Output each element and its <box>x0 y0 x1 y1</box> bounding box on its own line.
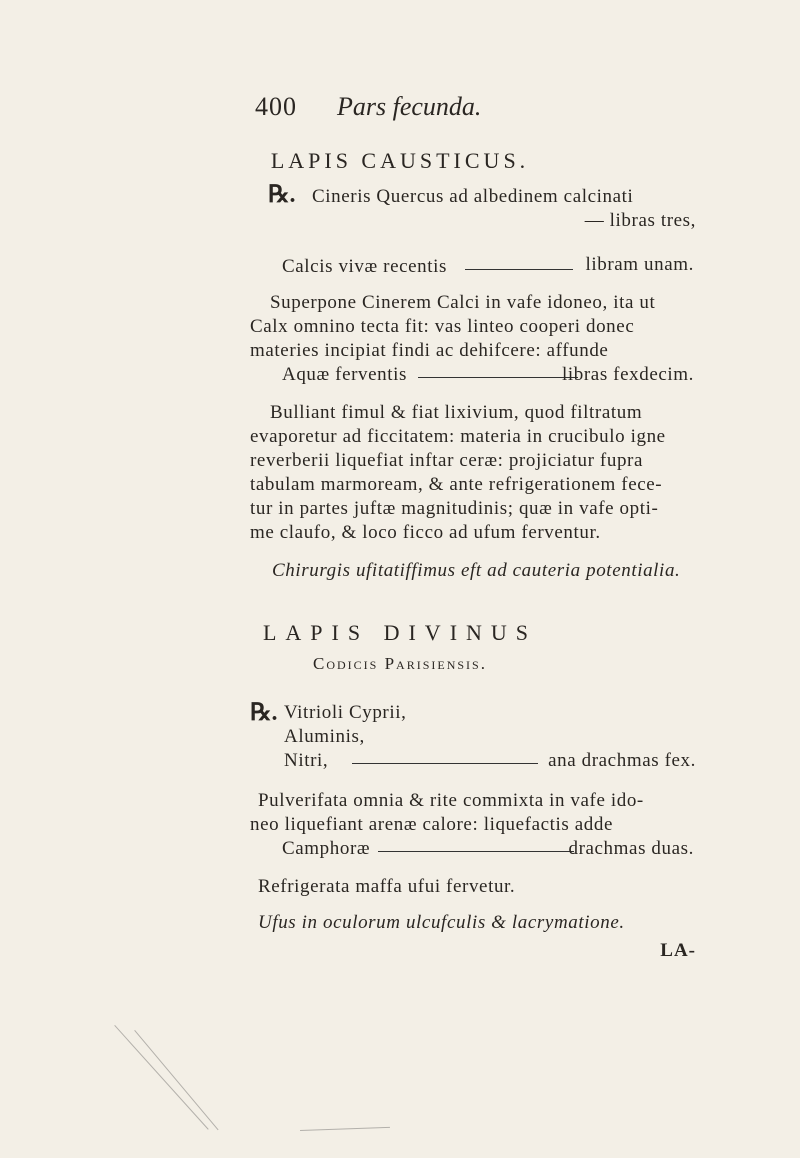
ingredient-amount: ana drachmas fex. <box>548 750 696 771</box>
paragraph-line: me claufo, & loco ficco ad ufum ferventur. <box>250 522 601 543</box>
ingredient-line: Aquæ ferventis <box>282 364 408 385</box>
ingredient-amount: drachmas duas. <box>568 838 694 859</box>
stray-mark <box>300 1127 390 1131</box>
paragraph-line: Refrigerata maffa ufui fervetur. <box>258 876 516 897</box>
paragraph-line: Bulliant fimul & fiat lixivium, quod filtratum <box>270 402 643 423</box>
running-title: Pars fecunda. <box>337 92 482 121</box>
ingredient-line: Calcis vivæ recentis <box>282 256 448 277</box>
paragraph-line: neo liquefiant arenæ calore: liquefactis adde <box>250 814 614 835</box>
ingredient-line: Nitri, <box>284 750 329 771</box>
stray-mark <box>114 1025 208 1130</box>
ingredient-amount: libras fexdecim. <box>562 364 694 385</box>
dash-separator <box>352 763 538 764</box>
paragraph-line: Superpone Cinerem Calci in vafe idoneo, ita ut <box>270 292 656 313</box>
ingredient-amount: — libras tres, <box>584 210 696 231</box>
usage-note: Chirurgis ufitatiffimus eft ad cauteria potentialia. <box>272 560 681 581</box>
paragraph-line: Calx omnino tecta fit: vas linteo cooperi donec <box>250 316 635 337</box>
section-title-lapis-divinus: LAPIS DIVINUS <box>262 620 538 645</box>
recipe-symbol: ℞. <box>268 182 296 208</box>
paragraph-line: materies incipiat findi ac dehifcere: affunde <box>250 340 609 361</box>
usage-note: Ufus in oculorum ulcufculis & lacrymatione. <box>258 912 625 933</box>
paragraph-line: reverberii liquefiat inftar ceræ: projiciatur fupra <box>250 450 644 471</box>
section-title-lapis-causticus: LAPIS CAUSTICUS. <box>270 148 530 173</box>
ingredient-line: Camphoræ <box>282 838 371 859</box>
ingredient-line: Aluminis, <box>284 726 365 747</box>
ingredient-line: Cineris Quercus ad albedinem calcinati <box>312 186 634 207</box>
page-number: 400 <box>255 92 297 121</box>
recipe-symbol: ℞. <box>250 700 278 726</box>
paragraph-line: tur in partes juftæ magnitudinis; quæ in vafe opti- <box>250 498 659 519</box>
stray-mark <box>134 1030 218 1130</box>
dash-separator <box>465 269 573 270</box>
dash-separator <box>418 377 578 378</box>
paragraph-line: tabulam marmoream, & ante refrigerationem fece- <box>250 474 663 495</box>
running-header <box>255 92 481 122</box>
paragraph-line: evaporetur ad ficcitatem: materia in crucibulo igne <box>250 426 666 447</box>
catchword: LA- <box>660 940 696 961</box>
section-subtitle: Codicis Parisiensis. <box>313 654 487 673</box>
paragraph-line: Pulverifata omnia & rite commixta in vafe ido- <box>258 790 644 811</box>
dash-separator <box>378 851 574 852</box>
ingredient-line: Vitrioli Cyprii, <box>284 702 407 723</box>
ingredient-amount: libram unam. <box>585 254 694 275</box>
